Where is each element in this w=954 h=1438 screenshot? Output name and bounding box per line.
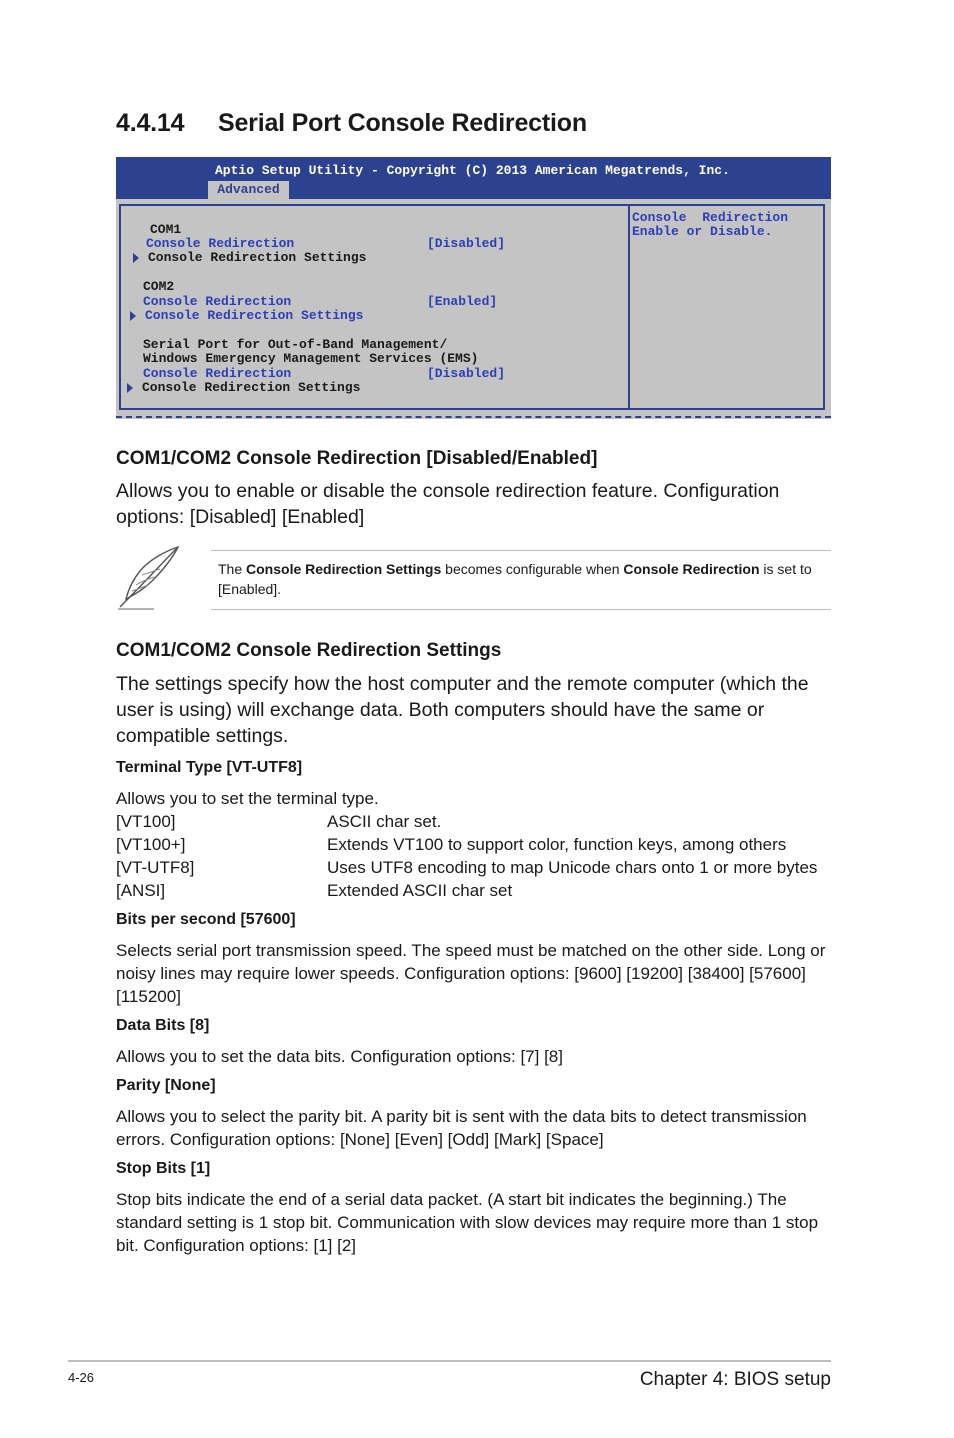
terminal-option-key: [VT100+] [116, 835, 186, 854]
terminal-option-desc: Extended ASCII char set [327, 881, 513, 900]
bios-divider [628, 204, 630, 410]
ems-line-1: Serial Port for Out-of-Band Management/ [143, 337, 448, 352]
note-text-part2: becomes configurable when [441, 561, 624, 577]
terminal-option-desc: Extends VT100 to support color, function keys, among others [327, 835, 787, 854]
terminal-option-desc: ASCII char set. [327, 812, 442, 831]
note-text [218, 559, 830, 599]
terminal-type-intro: Allows you to set the terminal type. [116, 789, 379, 808]
com2-redirection-value[interactable]: [Enabled] [427, 294, 498, 309]
bios-help-line-2: Enable or Disable. [632, 224, 773, 239]
bits-per-second-heading: Bits per second [57600] [116, 911, 296, 928]
terminal-option-key: [VT-UTF8] [116, 858, 195, 877]
note-bold-redirection: Console Redirection [623, 561, 760, 577]
com1-redirection-value[interactable]: [Disabled] [427, 236, 506, 251]
settings-body: The settings specify how the host computer and the remote computer (which the user is using) will exchange data. Both computers should have the same or compatible settings. [116, 673, 809, 747]
parity-heading: Parity [None] [116, 1077, 216, 1094]
section-title-text: Serial Port Console Redirection [218, 109, 587, 137]
bios-help-line-1: Console Redirection [632, 210, 789, 225]
terminal-option-key: [VT100] [116, 812, 176, 831]
footer-rule [68, 1360, 831, 1362]
terminal-option-key: [ANSI] [116, 881, 166, 900]
bios-copyright: Aptio Setup Utility - Copyright (C) 2013 American Megatrends, Inc. [215, 163, 730, 178]
com2-settings-item[interactable]: Console Redirection Settings [145, 308, 364, 323]
ems-redirection-value[interactable]: [Disabled] [427, 366, 506, 381]
triangle-right-icon [127, 383, 133, 393]
com2-label: COM2 [143, 279, 175, 294]
ems-settings-item[interactable]: Console Redirection Settings [142, 380, 361, 395]
data-bits-body: Allows you to set the data bits. Configuration options: [7] [8] [116, 1047, 563, 1066]
chapter-label: Chapter 4: BIOS setup [639, 1369, 831, 1390]
stop-bits-body: Stop bits indicate the end of a serial data packet. (A start bit indicates the beginning.) The standard setting is 1 stop bit. Communication with slow devices may require more than 1 stop bit. Configuration options: [1] [2] [116, 1190, 819, 1255]
ems-redirection-label[interactable]: Console Redirection [143, 366, 292, 381]
settings-heading: COM1/COM2 Console Redirection Settings [116, 640, 502, 661]
section-number: 4.4.14 [116, 109, 185, 137]
note-bold-settings: Console Redirection Settings [246, 561, 442, 577]
com1-label: COM1 [150, 222, 182, 237]
section-title [116, 109, 587, 138]
triangle-right-icon [130, 311, 136, 321]
note-top-rule [211, 550, 831, 551]
data-bits-heading: Data Bits [8] [116, 1017, 210, 1034]
redirection-body: Allows you to enable or disable the console redirection feature. Configuration options: [Disabled] [Enabled] [116, 480, 780, 528]
terminal-option-desc: Uses UTF8 encoding to map Unicode chars onto 1 or more bytes [327, 858, 818, 877]
com1-settings-item[interactable]: Console Redirection Settings [148, 250, 367, 265]
com2-redirection-label[interactable]: Console Redirection [143, 294, 292, 309]
bios-tab-advanced[interactable]: Advanced [208, 181, 289, 199]
page-number: 4-26 [68, 1370, 95, 1385]
ems-line-2: Windows Emergency Management Services (EMS) [143, 351, 479, 366]
stop-bits-heading: Stop Bits [1] [116, 1160, 211, 1177]
terminal-type-heading: Terminal Type [VT-UTF8] [116, 759, 303, 776]
com1-redirection-label[interactable]: Console Redirection [146, 236, 295, 251]
feather-pen-icon [114, 545, 184, 611]
note-bottom-rule [211, 609, 831, 610]
bios-screen [116, 157, 831, 419]
bios-bottom-dash [116, 416, 831, 418]
redirection-heading: COM1/COM2 Console Redirection [Disabled/Enabled] [116, 448, 598, 469]
note-text-part3: is set to [Enabled]. [218, 561, 812, 597]
note-text-part1: The [218, 561, 247, 577]
parity-body: Allows you to select the parity bit. A parity bit is sent with the data bits to detect transmission errors. Configuration options: [None] [Even] [Odd] [Mark] [Space] [116, 1107, 807, 1149]
triangle-right-icon [133, 253, 139, 263]
bits-per-second-body: Selects serial port transmission speed. The speed must be matched on the other side. Long or noisy lines may require lower speeds. Configuration options: [9600] [19200] [38400] [57600] [115200] [116, 941, 826, 1006]
